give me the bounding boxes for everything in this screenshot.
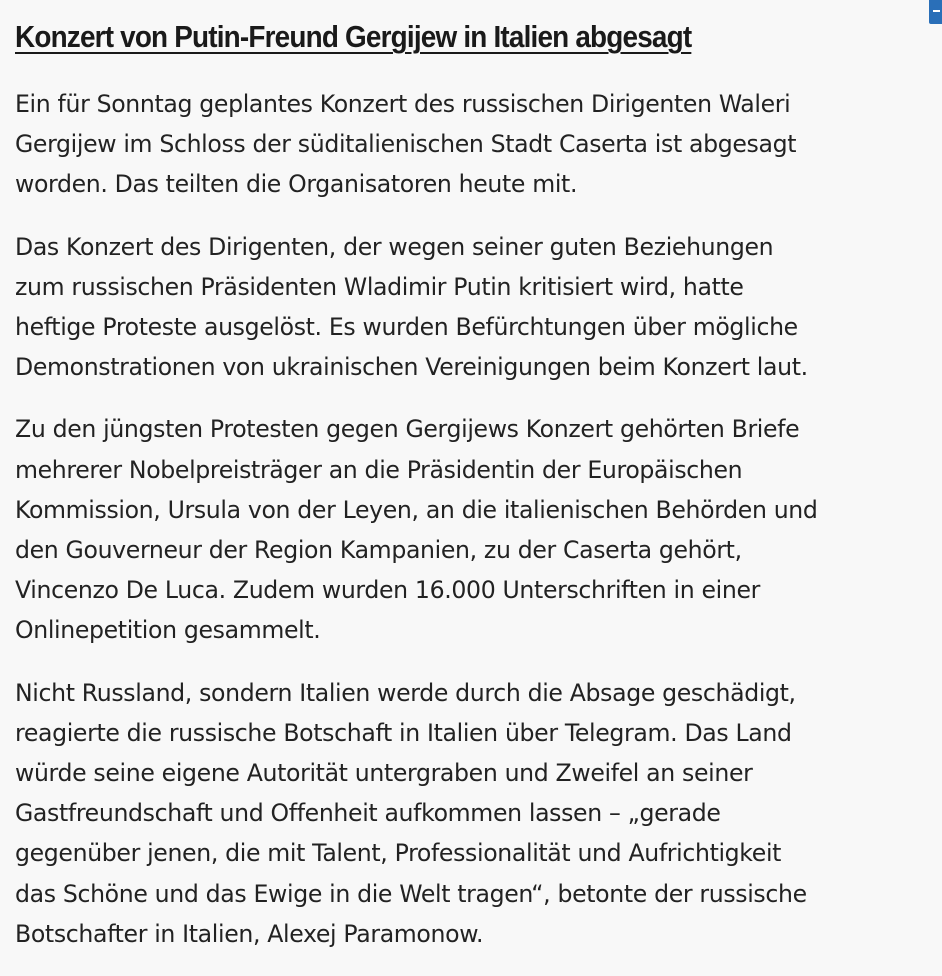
paragraph-line: den Gouverneur der Region Kampanien, zu der Caserta gehört, — [15, 536, 742, 565]
minus-icon — [933, 10, 940, 12]
paragraph-line: reagierte die russische Botschaft in Italien über Telegram. Das Land — [15, 718, 792, 747]
paragraph-line: mehrerer Nobelpreisträger an die Präsidentin der Europäischen — [15, 455, 743, 484]
article-headline: Konzert von Putin-Freund Gergijew in Italien abgesagt — [15, 19, 692, 54]
paragraph-line: Nicht Russland, sondern Italien werde durch die Absage geschädigt, — [15, 678, 796, 707]
paragraph-line: Botschafter in Italien, Alexej Paramonow. — [15, 919, 484, 948]
paragraph-line: Kommission, Ursula von der Leyen, an die italienischen Behörden und — [15, 495, 818, 524]
article — [15, 14, 940, 976]
paragraph-line: heftige Proteste ausgelöst. Es wurden Befürchtungen über mögliche — [15, 313, 798, 342]
paragraph-line: zum russischen Präsidenten Wladimir Putin kritisiert wird, hatte — [15, 272, 744, 301]
article-paragraph-3 — [15, 409, 940, 650]
article-paragraph-2 — [15, 227, 940, 388]
paragraph-line: Zu den jüngsten Protesten gegen Gergijews Konzert gehörten Briefe — [15, 415, 800, 444]
article-paragraph-4 — [15, 673, 940, 954]
paragraph-line: Demonstrationen von ukrainischen Vereinigungen beim Konzert laut. — [15, 353, 808, 382]
article-paragraph-1 — [15, 84, 940, 205]
paragraph-line: Gergijew im Schloss der süditalienischen Stadt Caserta ist abgesagt — [15, 130, 797, 159]
paragraph-line: Onlinepetition gesammelt. — [15, 616, 321, 645]
paragraph-line: gegenüber jenen, die mit Talent, Professionalität und Aufrichtigkeit — [15, 839, 782, 868]
paragraph-line: Das Konzert des Dirigenten, der wegen seiner guten Beziehungen — [15, 232, 774, 261]
paragraph-line: würde seine eigene Autorität untergraben und Zweifel an seiner — [15, 759, 753, 788]
paragraph-line: Ein für Sonntag geplantes Konzert des russischen Dirigenten Waleri — [15, 90, 791, 118]
paragraph-line: Gastfreundschaft und Offenheit aufkommen lassen – „gerade — [15, 799, 721, 828]
paragraph-line: worden. Das teilten die Organisatoren heute mit. — [15, 170, 578, 199]
paragraph-line: Vincenzo De Luca. Zudem wurden 16.000 Unterschriften in einer — [15, 576, 760, 605]
paragraph-line: das Schöne und das Ewige in die Welt tragen“, betonte der russische — [15, 879, 807, 908]
